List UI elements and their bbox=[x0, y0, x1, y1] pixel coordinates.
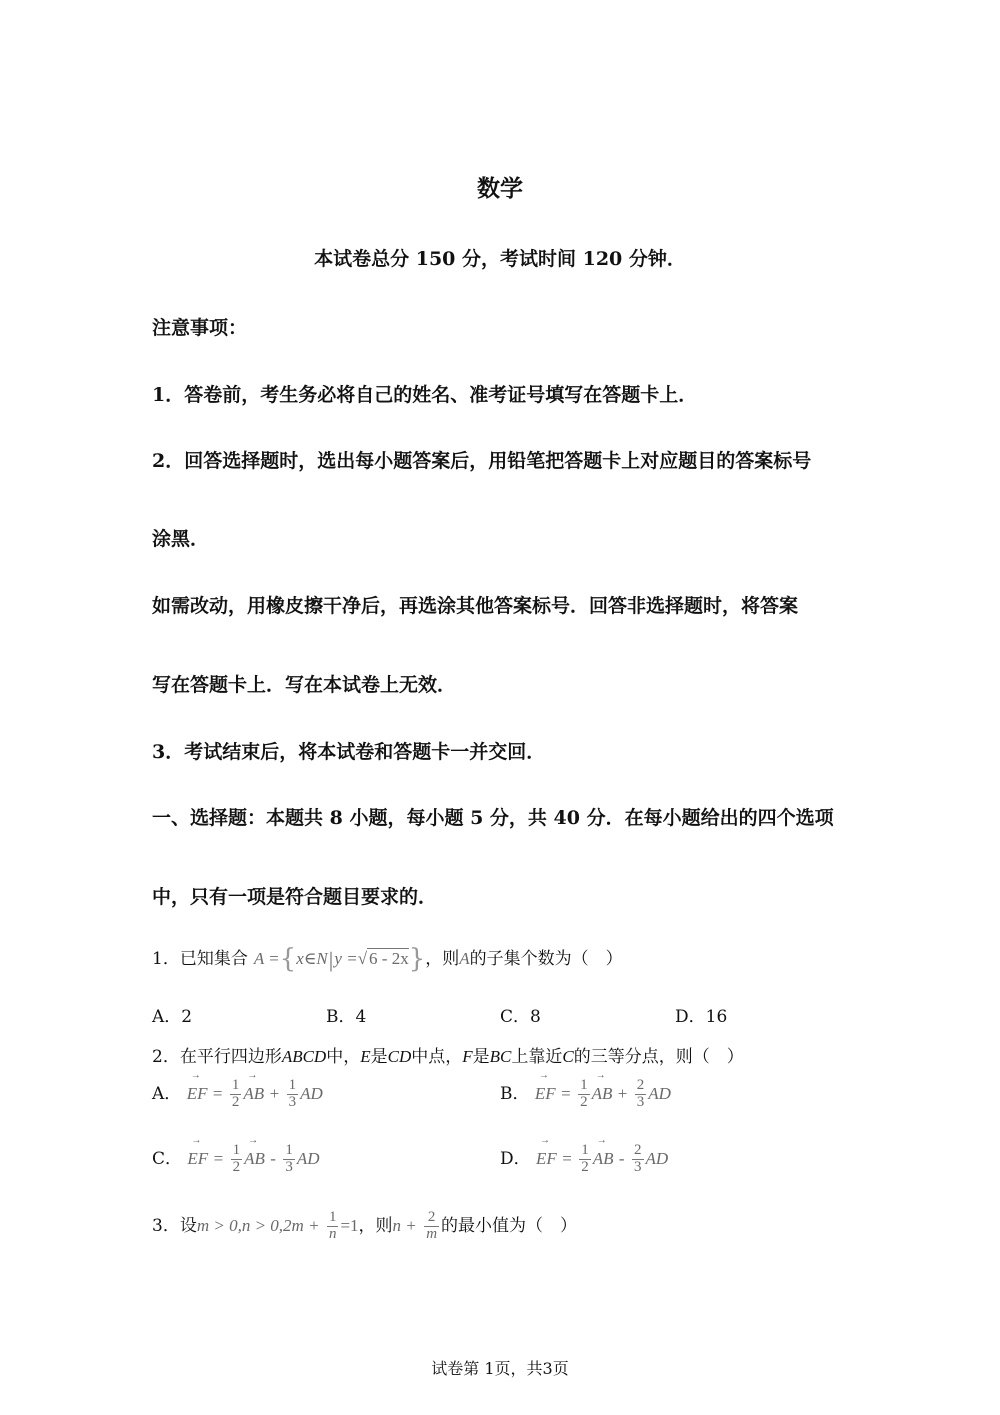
fraction bbox=[579, 1143, 591, 1176]
q3-text: ，则 bbox=[358, 1215, 393, 1236]
equals-sign: = bbox=[561, 1083, 571, 1103]
notice-item-3: 3．考试结束后，将本试卷和答题卡一并交回． bbox=[152, 741, 546, 763]
option-label: D． bbox=[675, 1007, 706, 1027]
denominator: 2 bbox=[232, 1158, 241, 1175]
vector-lhs: → EF bbox=[536, 1149, 557, 1169]
q2-text: 的三等分点，则（ ） bbox=[573, 1047, 744, 1067]
numerator: 1 bbox=[580, 1077, 588, 1093]
fraction bbox=[231, 1143, 243, 1176]
numerator: 1 bbox=[581, 1142, 589, 1158]
vector-lhs: → EF bbox=[187, 1084, 208, 1104]
option-value: 8 bbox=[530, 1007, 541, 1027]
question-1-suffix-a: ，则 bbox=[425, 949, 460, 969]
question-1-prefix: 1．已知集合 bbox=[152, 949, 248, 969]
q1-option-c[interactable] bbox=[500, 1002, 541, 1027]
q2-text: 中， bbox=[326, 1047, 361, 1067]
q2-text: 是 bbox=[472, 1047, 490, 1067]
numerator: 2 bbox=[424, 1210, 439, 1227]
q2-var: F bbox=[462, 1047, 473, 1066]
denominator: m bbox=[426, 1225, 438, 1242]
vector-term: AD bbox=[648, 1083, 671, 1103]
notice-item-2-line-2: 涂黑． bbox=[152, 528, 210, 550]
q1-option-d[interactable] bbox=[675, 1002, 727, 1027]
option-label: D． bbox=[500, 1148, 531, 1169]
page-footer: 试卷第 1页，共3页 bbox=[431, 1359, 569, 1378]
operator: - bbox=[618, 1148, 625, 1168]
denominator: 2 bbox=[580, 1093, 588, 1110]
fraction bbox=[635, 1078, 647, 1111]
fraction bbox=[632, 1143, 644, 1176]
option-label: B． bbox=[326, 1007, 356, 1027]
q2-text: 2．在平行四边形 bbox=[152, 1047, 282, 1067]
numerator: 1 bbox=[288, 1077, 297, 1093]
q2-var: C bbox=[562, 1047, 574, 1066]
operator: + bbox=[269, 1083, 280, 1103]
vector-term: AD bbox=[645, 1148, 669, 1168]
vector-lhs: → EF bbox=[535, 1084, 556, 1104]
set-condition: y = bbox=[334, 949, 358, 968]
vector-term: AD bbox=[300, 1083, 323, 1103]
q2-var: BC bbox=[489, 1047, 512, 1066]
left-brace-icon: { bbox=[279, 944, 297, 974]
equals-sign: = bbox=[213, 1148, 224, 1168]
denominator: 2 bbox=[581, 1158, 589, 1175]
q2-option-d[interactable] bbox=[500, 1143, 668, 1176]
option-label: A． bbox=[152, 1007, 182, 1027]
sqrt-icon: √ bbox=[357, 949, 368, 968]
fraction bbox=[287, 1078, 299, 1111]
notice-item-1: 1．答卷前，考生务必将自己的姓名、准考证号填写在答题卡上． bbox=[152, 384, 698, 406]
option-label: A． bbox=[152, 1083, 182, 1104]
q1-option-a[interactable] bbox=[152, 1002, 192, 1027]
question-3 bbox=[152, 1210, 577, 1243]
denominator: 3 bbox=[285, 1158, 293, 1175]
page-title: 数学 bbox=[477, 175, 523, 202]
operator: + bbox=[617, 1083, 628, 1103]
vector-term: AD bbox=[296, 1148, 320, 1168]
q3-suffix: 的最小值为（ ） bbox=[441, 1215, 578, 1236]
q2-text: 中点， bbox=[411, 1047, 463, 1067]
numerator: 1 bbox=[285, 1142, 293, 1158]
option-value: 16 bbox=[705, 1007, 728, 1027]
question-2 bbox=[152, 1042, 744, 1067]
denominator: n bbox=[328, 1225, 337, 1242]
q2-option-b[interactable] bbox=[500, 1078, 671, 1111]
right-brace-icon: } bbox=[408, 944, 426, 974]
numerator: 2 bbox=[634, 1142, 642, 1158]
option-label: C． bbox=[500, 1007, 531, 1027]
set-variable: A bbox=[459, 949, 470, 968]
question-1-suffix-b: 的子集个数为（ ） bbox=[469, 949, 623, 969]
notice-heading: 注意事项： bbox=[152, 317, 248, 339]
denominator: 3 bbox=[636, 1093, 645, 1110]
set-lhs: A = bbox=[253, 949, 280, 968]
vector-lhs: → EF bbox=[187, 1149, 208, 1169]
option-value: 2 bbox=[181, 1007, 193, 1027]
q1-option-b[interactable] bbox=[326, 1002, 366, 1027]
vector-term: → AB bbox=[244, 1149, 265, 1169]
fraction bbox=[230, 1078, 242, 1111]
numerator: 1 bbox=[232, 1142, 241, 1158]
option-label: B． bbox=[500, 1083, 530, 1104]
q2-option-c[interactable] bbox=[152, 1143, 320, 1176]
q3-expression: n + bbox=[392, 1215, 417, 1235]
sqrt-body: 6 - 2x bbox=[369, 949, 409, 968]
question-1 bbox=[152, 944, 623, 974]
section-heading-line-1: 一、选择题：本题共 8 小题，每小题 5 分，共 40 分．在每小题给出的四个选项 bbox=[152, 807, 834, 829]
vector-term: → AB bbox=[593, 1149, 614, 1169]
notice-item-2-line-3: 如需改动，用橡皮擦干净后，再选涂其他答案标号．回答非选择题时，将答案 bbox=[152, 595, 799, 617]
q3-prefix: 3．设 bbox=[152, 1215, 197, 1236]
equals-sign: = bbox=[562, 1148, 572, 1168]
section-heading-line-2: 中，只有一项是符合题目要求的． bbox=[152, 886, 438, 908]
denominator: 3 bbox=[288, 1093, 297, 1110]
fraction bbox=[283, 1143, 295, 1176]
set-element: x∈N bbox=[296, 949, 328, 968]
denominator: 2 bbox=[231, 1093, 240, 1110]
option-value: 4 bbox=[355, 1007, 367, 1027]
equals-sign: = bbox=[212, 1083, 223, 1103]
q3-condition-end: =1 bbox=[340, 1215, 359, 1235]
q2-var: E bbox=[360, 1047, 371, 1066]
notice-item-2-line-1: 2．回答选择题时，选出每小题答案后，用铅笔把答题卡上对应题目的答案标号 bbox=[152, 450, 812, 472]
fraction bbox=[327, 1210, 339, 1243]
exam-info: 本试卷总分 150 分，考试时间 120 分钟． bbox=[314, 248, 686, 270]
q3-condition: m > 0,n > 0,2m + bbox=[196, 1215, 320, 1235]
numerator: 1 bbox=[328, 1209, 337, 1225]
q2-text: 是 bbox=[370, 1047, 388, 1067]
operator: - bbox=[270, 1148, 276, 1168]
numerator: 1 bbox=[231, 1077, 240, 1093]
q2-option-a[interactable] bbox=[152, 1078, 323, 1111]
numerator: 2 bbox=[636, 1077, 645, 1093]
denominator: 3 bbox=[634, 1158, 642, 1175]
notice-item-2-line-4: 写在答题卡上．写在本试卷上无效． bbox=[152, 674, 457, 696]
fraction bbox=[578, 1078, 590, 1111]
fraction bbox=[424, 1210, 439, 1243]
divider-bar-icon: | bbox=[327, 948, 335, 972]
vector-term: → AB bbox=[592, 1084, 613, 1104]
option-label: C． bbox=[152, 1148, 183, 1169]
q2-var: CD bbox=[387, 1047, 412, 1066]
q2-text: 上靠近 bbox=[511, 1047, 563, 1067]
q2-var: ABCD bbox=[281, 1047, 327, 1066]
vector-term: → AB bbox=[243, 1084, 264, 1104]
